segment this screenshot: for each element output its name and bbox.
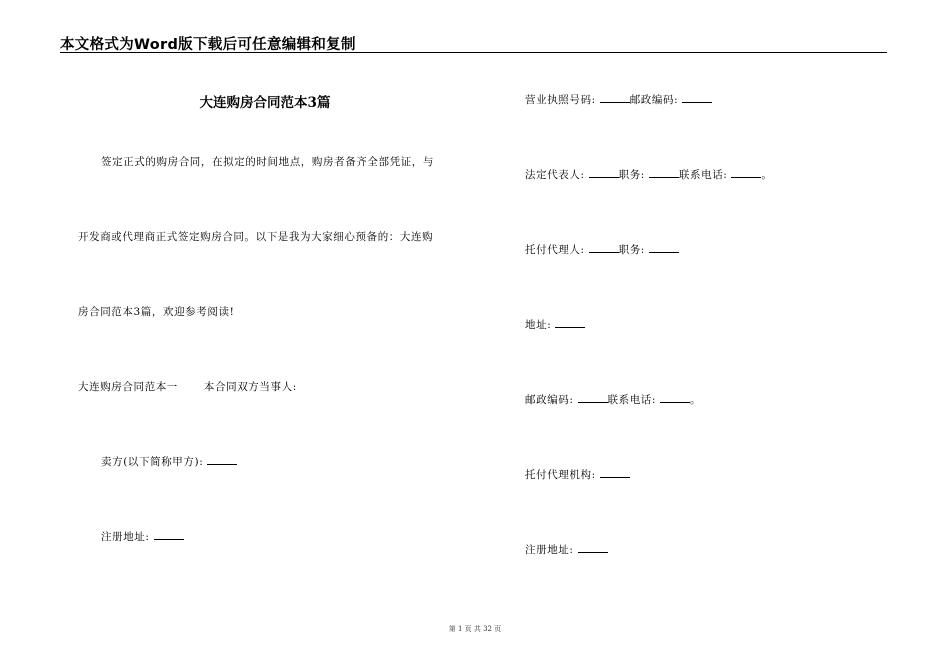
period: 。 [690,394,702,406]
agent-position-blank [649,242,679,253]
agent-blank [589,242,619,253]
intro-paragraph-line: 签定正式的购房合同，在拟定的时间地点，购房者备齐全部凭证，与 [101,156,434,168]
header-divider [60,52,887,53]
license-label: 营业执照号码: [525,94,596,106]
license-postcode-field [525,92,712,107]
section-heading-line [78,379,297,394]
agency-field [525,467,630,482]
intro-paragraph-line: 房合同范本3篇，欢迎参考阅读! [78,306,235,318]
registered-address-blank [154,529,184,540]
phone-label: 联系电话: [678,169,728,181]
page-footer: 第 1 页 共 32 页 [448,625,502,633]
postcode-blank [682,92,712,103]
section-subheading: 本合同双方当事人: [203,381,297,393]
intro-paragraph-line: 开发商或代理商正式签定购房合同。以下是我为大家细心预备的：大连购 [78,231,434,243]
position-blank [649,167,679,178]
phone2-blank [660,392,690,403]
postcode-label: 邮政编码: [629,94,679,106]
period: 。 [761,169,773,181]
agent-position-label: 职务: [618,244,645,256]
agent-label: 托付代理人: [525,244,585,256]
legal-rep-field [525,167,773,182]
registered-address2-field [525,542,608,557]
seller-blank [207,454,237,465]
address-label: 地址: [525,319,552,331]
license-blank [600,92,630,103]
seller-field [101,454,237,469]
phone-blank [731,167,761,178]
document-header: 本文格式为Word版下载后可任意编辑和复制 [60,37,356,53]
agency-label: 托付代理机构: [525,469,596,481]
postcode2-blank [578,392,608,403]
address-field [525,317,585,332]
position-label: 职务: [618,169,645,181]
seller-label: 卖方(以下简称甲方): [101,456,204,468]
section-heading: 大连购房合同范本一 [78,381,178,393]
postcode2-label: 邮政编码: [525,394,574,406]
legal-rep-label: 法定代表人: [525,169,585,181]
phone2-label: 联系电话: [607,394,657,406]
agent-field [525,242,679,257]
registered-address2-blank [578,542,608,553]
registered-address2-label: 注册地址: [525,544,574,556]
agency-blank [600,467,630,478]
registered-address-field [101,529,184,544]
postcode-phone-field [525,392,701,407]
registered-address-label: 注册地址: [101,531,150,543]
legal-rep-blank [589,167,619,178]
document-title: 大连购房合同范本3篇 [199,95,331,111]
address-blank [555,317,585,328]
